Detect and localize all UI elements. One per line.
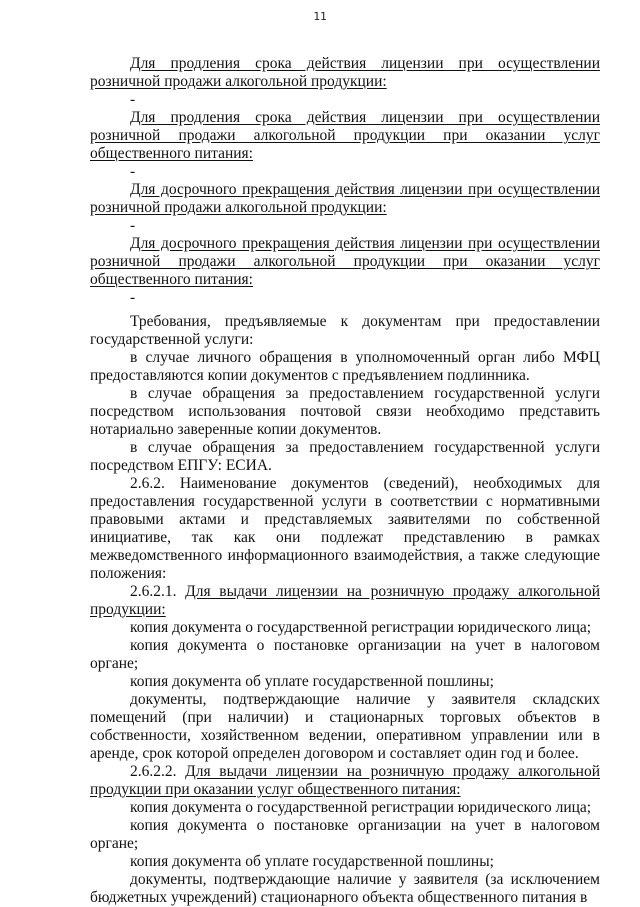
section-heading: Для выдачи лицензии на розничную продажу алкогольной продукции:	[90, 583, 600, 618]
list-item: документы, подтверждающие наличие у заявителя складских помещений (при наличии) и стационарных торговых объектов в собственности, хозяйственном ведении, оперативном управлении или в аренде, срок которой определен договором и составляет один год и более.	[90, 691, 600, 762]
document-body	[90, 55, 600, 907]
dash-placeholder: -	[130, 289, 136, 306]
list-item: документы, подтверждающие наличие у заявителя (за исключением бюджетных учреждений) стационарного объекта общественного питания в	[90, 871, 600, 906]
paragraph-postal-appeal: в случае обращения за предоставлением государственной услуги посредством использования почтовой связи необходимо представить нотариально заверенные копии документов.	[90, 385, 600, 438]
section-heading: Для выдачи лицензии на розничную продажу алкогольной продукции при оказании услуг общественного питания:	[90, 763, 600, 798]
list-item: копия документа о государственной регистрации юридического лица;	[130, 799, 592, 816]
dash-placeholder: -	[130, 163, 136, 180]
paragraph-personal-appeal: в случае личного обращения в уполномоченный орган либо МФЦ предоставляются копии документов с предъявлением подлинника.	[90, 349, 600, 384]
section-number: 2.6.2.2.	[130, 763, 186, 780]
paragraph-2-6-2: 2.6.2. Наименование документов (сведений), необходимых для предоставления государственной услуги в соответствии с нормативными правовыми актами и представляемых заявителями по собственной инициативе, так как они подлежат представлению в рамках межведомственного информационного взаимодействия, а также следующие положения:	[90, 475, 600, 582]
dash-placeholder: -	[130, 91, 136, 108]
paragraph-epgu-appeal: в случае обращения за предоставлением государственной услуги посредством ЕПГУ: ЕСИА.	[90, 439, 600, 474]
paragraph-requirements: Требования, предъявляемые к документам при предоставлении государственной услуги:	[90, 313, 600, 348]
paragraph-heading-prolongation: Для продления срока действия лицензии при осуществлении розничной продажи алкогольной продукции:	[90, 55, 600, 90]
list-item: копия документа о постановке организации на учет в налоговом органе;	[90, 637, 600, 672]
paragraph-2-6-2-2	[90, 763, 600, 799]
list-item: копия документа о государственной регистрации юридического лица;	[130, 619, 592, 636]
section-number: 2.6.2.1.	[130, 583, 186, 600]
list-item: копия документа о постановке организации на учет в налоговом органе;	[90, 817, 600, 852]
list-item: копия документа об уплате государственной пошлины;	[130, 673, 494, 690]
paragraph-2-6-2-1	[90, 583, 600, 619]
paragraph-heading-early-termination: Для досрочного прекращения действия лицензии при осуществлении розничной продажи алкогольной продукции:	[90, 181, 600, 216]
paragraph-heading-prolongation-catering: Для продления срока действия лицензии при осуществлении розничной продажи алкогольной продукции при оказании услуг общественного питания:	[90, 109, 600, 162]
list-item: копия документа об уплате государственной пошлины;	[130, 853, 494, 870]
page-number: 11	[313, 10, 327, 23]
dash-placeholder: -	[130, 217, 136, 234]
paragraph-heading-early-termination-catering: Для досрочного прекращения действия лицензии при осуществлении розничной продажи алкогольной продукции при оказании услуг общественного питания:	[90, 235, 600, 288]
